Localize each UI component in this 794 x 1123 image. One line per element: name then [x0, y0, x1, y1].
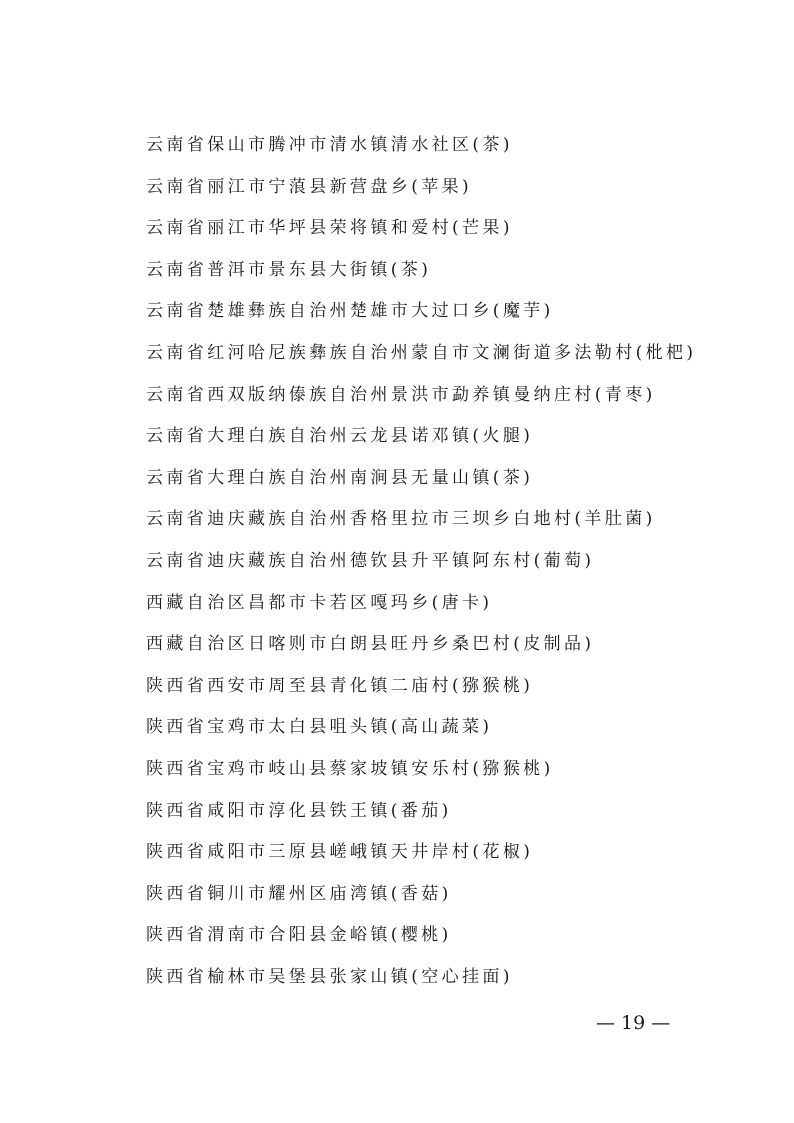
- list-item: 云南省迪庆藏族自治州德钦县升平镇阿东村(葡萄): [146, 550, 595, 571]
- list-item: 陕西省咸阳市淳化县铁王镇(番茄): [146, 800, 452, 821]
- list-item: 云南省迪庆藏族自治州香格里拉市三坝乡白地村(羊肚菌): [146, 509, 656, 530]
- list-item: 云南省保山市腾冲市清水镇清水社区(茶): [146, 135, 513, 155]
- list-item: 陕西省宝鸡市太白县咀头镇(高山蔬菜): [146, 717, 493, 738]
- list-item: 云南省西双版纳傣族自治州景洪市勐养镇曼纳庄村(青枣): [146, 384, 656, 405]
- list-item: 陕西省渭南市合阳县金峪镇(樱桃): [146, 925, 452, 946]
- list-item: 西藏自治区昌都市卡若区嘎玛乡(唐卡): [146, 592, 493, 613]
- list-item: 云南省大理白族自治州南涧县无量山镇(茶): [146, 467, 534, 488]
- list-item: 云南省红河哈尼族彝族自治州蒙自市文澜街道多法勒村(枇杷): [146, 342, 697, 363]
- page-number: — 19 —: [596, 1012, 671, 1034]
- list-item: 陕西省咸阳市三原县嵯峨镇天井岸村(花椒): [146, 842, 534, 863]
- list-item: 云南省楚雄彝族自治州楚雄市大过口乡(魔芋): [146, 301, 554, 322]
- village-list: [146, 128, 746, 1001]
- list-item: 陕西省西安市周至县青化镇二庙村(猕猴桃): [146, 675, 534, 696]
- list-item: 云南省普洱市景东县大街镇(茶): [146, 259, 432, 280]
- list-item: 陕西省榆林市吴堡县张家山镇(空心挂面): [146, 966, 513, 987]
- list-item: 陕西省铜川市耀州区庙湾镇(香菇): [146, 883, 452, 904]
- list-item: 西藏自治区日喀则市白朗县旺丹乡桑巴村(皮制品): [146, 634, 595, 655]
- list-item: 陕西省宝鸡市岐山县蔡家坡镇安乐村(猕猴桃): [146, 758, 554, 779]
- list-item: 云南省大理白族自治州云龙县诺邓镇(火腿): [146, 426, 534, 447]
- list-item: 云南省丽江市华坪县荣将镇和爱村(芒果): [146, 218, 513, 239]
- list-item: 云南省丽江市宁蒗县新营盘乡(苹果): [146, 176, 473, 197]
